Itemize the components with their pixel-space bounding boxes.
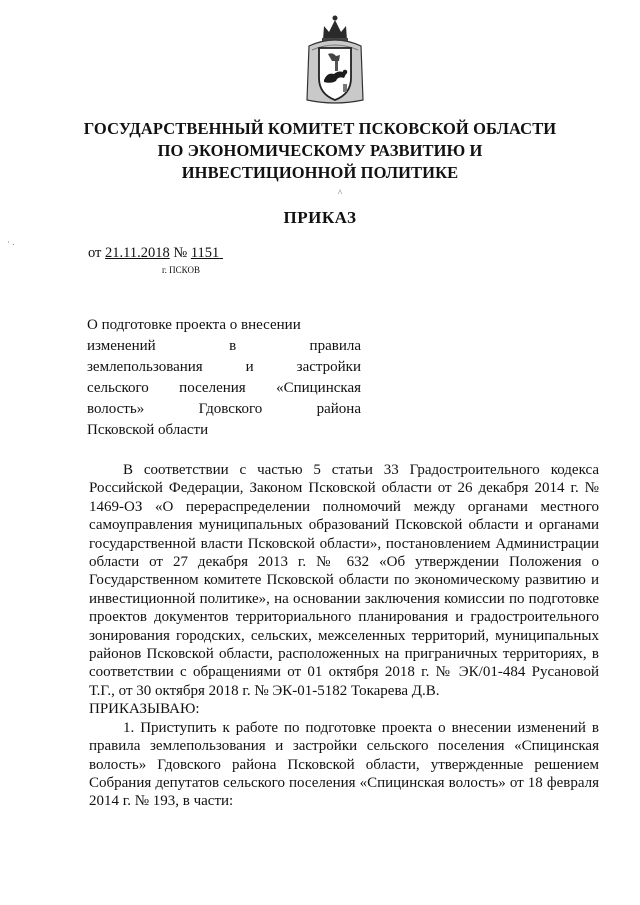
org-line-1: ГОСУДАРСТВЕННЫЙ КОМИТЕТ ПСКОВСКОЙ ОБЛАСТИ (83, 119, 557, 138)
document-type-title: ПРИКАЗ (283, 208, 357, 227)
subject-line-1: О подготовке проекта о внесении (87, 317, 301, 333)
order-number: 1151 (190, 245, 220, 261)
org-line-3: ИНВЕСТИЦИОННОЙ ПОЛИТИКЕ (181, 163, 459, 182)
organization-name (80, 118, 560, 184)
subject-line-6: Псковской области (87, 422, 209, 438)
date-prefix: от (88, 245, 102, 261)
scan-speck: · . (7, 237, 15, 247)
order-date: 21.11.2018 (105, 245, 170, 261)
decree-word: ПРИКАЗЫВАЮ: (89, 701, 200, 718)
coat-of-arms-emblem (306, 14, 364, 106)
scan-speck: ^ (338, 188, 343, 198)
org-line-2: ПО ЭКОНОМИЧЕСКОМУ РАЗВИТИЮ И (157, 141, 483, 160)
preamble-paragraph: В соответствии с частью 5 статьи 33 Градостроительного кодекса Российской Федерации, Законом Псковской области от 26 декабря 2014 г. № 1469-ОЗ «О перераспределении полномочий между органами местного самоуправления муниципальных образований Псковской области и органами государственной власти Псковской области», постановлением Администрации области от 27 декабря 2013 г. № 632 «Об утверждении Положения о Государственном комитете Псковской области по экономическому развитию и инвестиционной политике», на основании заключения комиссии по подготовке проектов документов территориального планирования и градостроительного зонирования городских, сельских, межселенных территорий, муниципальных районов Псковской области, расположенных на приграничных территориях, в соответствии с обращениями от 01 октября 2018 г. № ЭК/01-484 Русановой Т.Г., от 30 октября 2018 г. № ЭК-01-5182 Токарева Д.В. (89, 462, 599, 699)
number-sign: № (173, 245, 188, 261)
order-body (89, 461, 599, 811)
date-number-line (88, 245, 223, 262)
subject-line-4: сельского поселения «Спицинская (87, 380, 361, 396)
subject-line-2: изменений в правила (87, 338, 361, 354)
item-1-paragraph: 1. Приступить к работе по подготовке проекта о внесении изменений в правила землепользования и застройки сельского поселения «Спицинская волость» Гдовского района Псковской области, утвержденные решением Собрания депутатов сельского поселения «Спицинская волость» от 18 февраля 2014 г. № 193, в части: (89, 719, 599, 810)
order-subject (87, 315, 361, 441)
subject-line-5: волость» Гдовского района (87, 401, 361, 417)
city-label: г. ПСКОВ (162, 265, 200, 275)
subject-line-3: землепользования и застройки (87, 359, 361, 375)
